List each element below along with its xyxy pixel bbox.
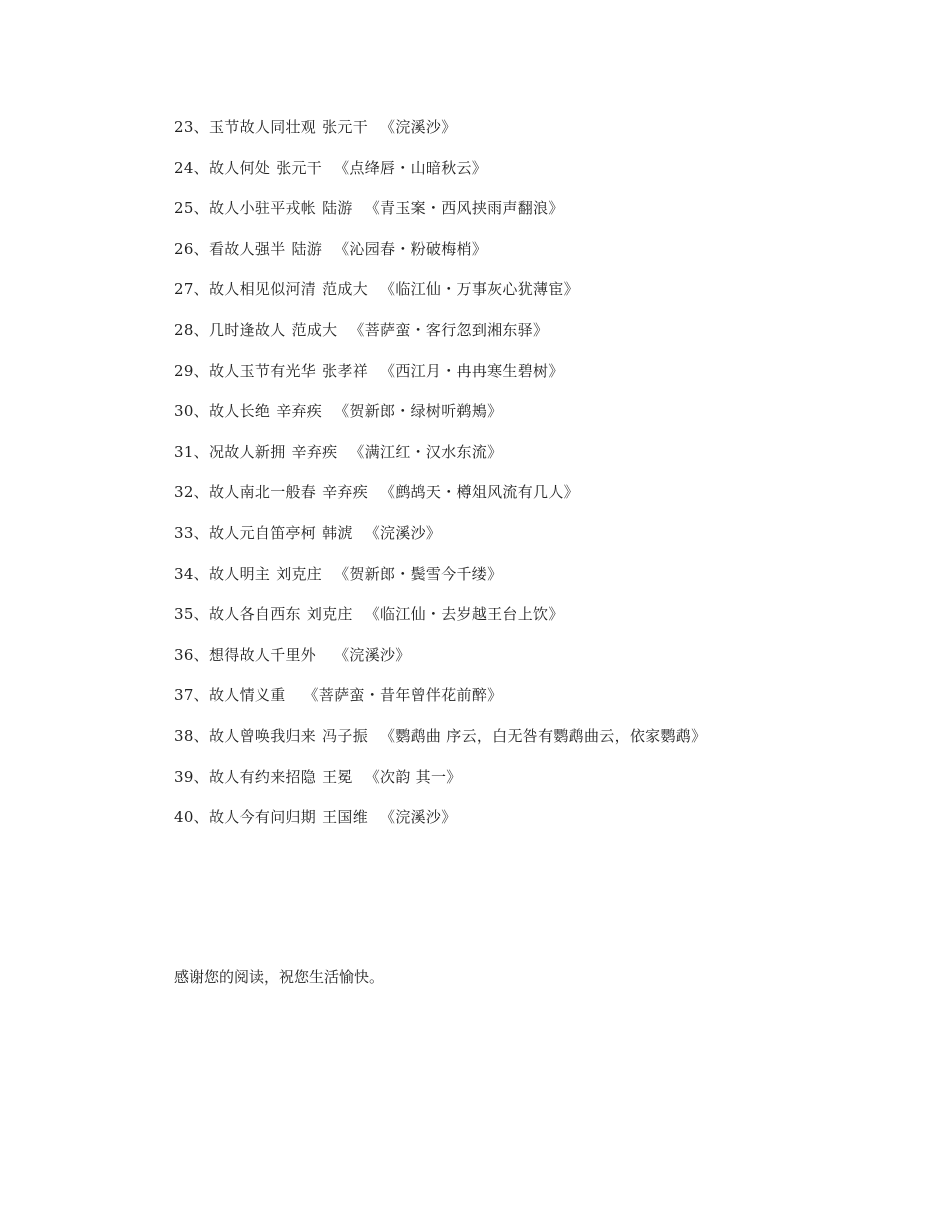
work-title: 《浣溪沙》 xyxy=(380,808,457,827)
entry-number: 29、 xyxy=(174,361,209,380)
author-name: 辛弃疾 xyxy=(322,483,369,502)
list-item xyxy=(174,763,874,804)
author-name: 陆游 xyxy=(291,239,323,258)
author-name: 范成大 xyxy=(322,280,369,299)
quoted-line: 故人南北一般春 xyxy=(209,483,317,502)
author-name: 张元干 xyxy=(276,158,323,177)
work-title: 《沁园春・粉破梅梢》 xyxy=(334,239,488,258)
list-item xyxy=(174,641,874,682)
list-item xyxy=(174,560,874,601)
closing-note: 感谢您的阅读，祝您生活愉快。 xyxy=(174,968,385,986)
work-title: 《鹧鸪天・樽俎风流有几人》 xyxy=(380,483,579,502)
entry-number: 33、 xyxy=(174,523,209,542)
list-item xyxy=(174,235,874,276)
work-title: 《贺新郎・鬓雪今千缕》 xyxy=(334,564,503,583)
entry-number: 24、 xyxy=(174,158,209,177)
quoted-line: 故人长绝 xyxy=(209,402,271,421)
author-name: 张孝祥 xyxy=(322,361,369,380)
entry-number: 35、 xyxy=(174,605,209,624)
list-item xyxy=(174,478,874,519)
entry-number: 31、 xyxy=(174,442,209,461)
list-item xyxy=(174,194,874,235)
entry-number: 30、 xyxy=(174,402,209,421)
author-name: 辛弃疾 xyxy=(291,442,338,461)
quoted-line: 故人明主 xyxy=(209,564,271,583)
list-item xyxy=(174,397,874,438)
entry-number: 32、 xyxy=(174,483,209,502)
work-title: 《临江仙・万事灰心犹薄宦》 xyxy=(380,280,579,299)
list-item xyxy=(174,519,874,560)
quoted-line: 况故人新拥 xyxy=(209,442,286,461)
entry-number: 26、 xyxy=(174,239,209,258)
work-title: 《浣溪沙》 xyxy=(334,645,411,664)
work-title: 《次韵 其一》 xyxy=(364,767,462,786)
quoted-line: 故人玉节有光华 xyxy=(209,361,317,380)
list-item xyxy=(174,316,874,357)
list-item xyxy=(174,438,874,479)
quoted-line: 几时逢故人 xyxy=(209,320,286,339)
quoted-line: 故人元自笛亭柯 xyxy=(209,523,317,542)
work-title: 《菩萨蛮・客行忽到湘东驿》 xyxy=(349,320,549,339)
author-name: 陆游 xyxy=(322,199,353,218)
quoted-line: 故人小驻平戎帐 xyxy=(209,199,317,218)
author-name: 刘克庄 xyxy=(276,564,323,583)
list-item xyxy=(174,357,874,398)
list-item xyxy=(174,275,874,316)
list-item xyxy=(174,113,874,154)
quoted-line: 故人各自西东 xyxy=(209,605,301,624)
quoted-line: 看故人强半 xyxy=(209,239,286,258)
work-title: 《满江红・汉水东流》 xyxy=(349,442,503,461)
entry-number: 40、 xyxy=(174,808,209,827)
work-title: 《贺新郎・绿树听鹈鴂》 xyxy=(334,402,503,421)
entry-number: 37、 xyxy=(174,686,209,705)
quoted-line: 故人有约来招隐 xyxy=(209,767,317,786)
quoted-line: 想得故人千里外 xyxy=(209,645,317,664)
quoted-line: 故人何处 xyxy=(209,158,271,177)
work-title: 《菩萨蛮・昔年曾伴花前醉》 xyxy=(303,686,503,705)
entry-number: 38、 xyxy=(174,726,209,745)
list-item xyxy=(174,722,874,763)
entry-number: 36、 xyxy=(174,645,209,664)
quoted-line: 故人相见似河清 xyxy=(209,280,317,299)
list-item xyxy=(174,681,874,722)
author-name: 刘克庄 xyxy=(306,605,353,624)
author-name: 王冕 xyxy=(322,767,353,786)
author-name: 王国维 xyxy=(322,808,369,827)
entry-number: 27、 xyxy=(174,280,209,299)
work-title: 《浣溪沙》 xyxy=(380,118,457,136)
quoted-line: 玉节故人同壮观 xyxy=(209,118,317,136)
work-title: 《浣溪沙》 xyxy=(364,523,442,542)
author-name: 范成大 xyxy=(291,320,338,339)
quoted-line: 故人情义重 xyxy=(209,686,286,705)
work-title: 《临江仙・去岁越王台上饮》 xyxy=(364,605,564,624)
entry-number: 28、 xyxy=(174,320,209,339)
quoted-line: 故人今有问归期 xyxy=(209,808,317,827)
quoted-line: 故人曾唤我归来 xyxy=(209,726,317,745)
poem-reference-list xyxy=(174,113,874,844)
list-item xyxy=(174,803,874,844)
author-name: 张元干 xyxy=(322,118,369,136)
list-item xyxy=(174,600,874,641)
author-name: 韩淲 xyxy=(322,523,353,542)
entry-number: 23、 xyxy=(174,118,209,136)
list-item xyxy=(174,154,874,195)
work-title: 《青玉案・西风挟雨声翻浪》 xyxy=(364,199,564,218)
author-name: 冯子振 xyxy=(322,726,369,745)
work-title: 《点绛唇・山暗秋云》 xyxy=(334,158,488,177)
work-title: 《鹦鹉曲 序云，白无咎有鹦鹉曲云，依家鹦鹉》 xyxy=(380,726,707,745)
work-title: 《西江月・冉冉寒生碧树》 xyxy=(380,361,564,380)
entry-number: 25、 xyxy=(174,199,209,218)
entry-number: 34、 xyxy=(174,564,209,583)
author-name: 辛弃疾 xyxy=(276,402,323,421)
entry-number: 39、 xyxy=(174,767,209,786)
